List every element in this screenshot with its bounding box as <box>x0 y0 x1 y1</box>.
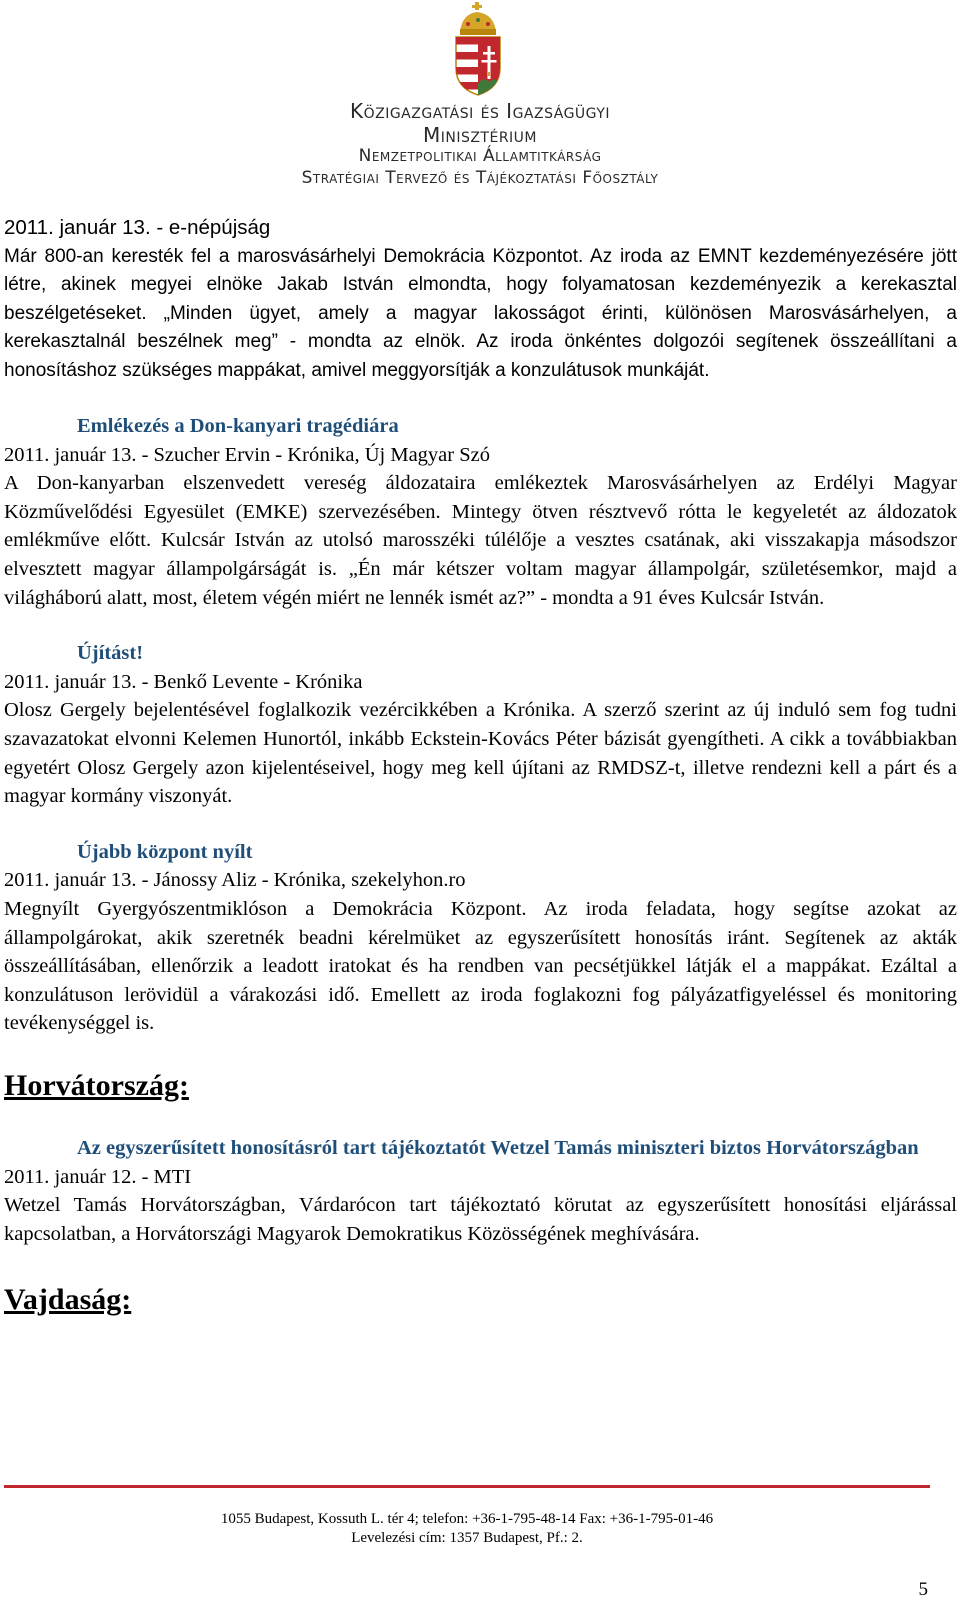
footer-divider <box>4 1485 930 1488</box>
article-meta: 2011. január 12. - MTI <box>4 1165 192 1188</box>
article-meta: 2011. január 13. - Jánossy Aliz - Krónika, szekelyhon.ro <box>4 869 466 892</box>
article-meta: 2011. január 13. - e-népújság <box>4 216 271 239</box>
article-body: Wetzel Tamás Horvátországban, Várdarócon tart tájékoztató körutat az egyszerűsített honosítási eljárással kapcsolatban, a Horvátországi Magyarok Demokratikus Közösségének meghívására. <box>4 1194 957 1245</box>
letterhead <box>0 0 960 200</box>
section-heading-horvatorszag: Horvátország: <box>4 1068 189 1102</box>
article-meta: 2011. január 13. - Benkő Levente - Krónika <box>4 670 363 693</box>
page-number: 5 <box>918 1579 928 1600</box>
article-body: Megnyílt Gyergyószentmiklóson a Demokrácia Központ. Az iroda feladata, hogy segítse azokat az állampolgárokat, akik szeretnék beadni kérelmüket az egyszerűsített honosítás iránt. Segítenek az akták összeállításában, ellenőrzik a leadott iratokat és ha rendben van pecsétjükkel látják el a mappákat. Ezáltal a konzulátuson lerövidül a várakozási idő. Emellett az iroda foglakozni fog pályázatfigyeléssel és monitoring tevékenységgel is. <box>4 898 957 1035</box>
article-body: A Don-kanyarban elszenvedett vereség áldozataira emlékeztek Marosvásárhelyen az Erdélyi Magyar Közművelődési Egyesület (EMKE) szervezésében. Mintegy ötven résztvevő rótta le kegyeletét az áldozatok emlékműve előtt. Kulcsár István az utolsó marosszéki túlélője a vesztes csatának, aki visszakapja másodszor elvesztett magyar állampolgárságát is. „Én már kétszer voltam magyar állampolgár, születésemkor, majd a világháború alatt, most, életem végén miért ne lennék ismét az?” - mondta a 91 éves Kulcsár István. <box>4 472 957 609</box>
article-body: Már 800-an keresték fel a marosvásárhelyi Demokrácia Központot. Az iroda az EMNT kezdeményezésére jött létre, akinek megyei elnöke Jakab István elmondta, hogy folyamatosan kezdeményezik a kerekasztal beszélgetéseket. „Minden ügyet, amely a magyar lakosságot érinti, különösen Marosvásárhelyen, a kerekasztalnál beszélnek meg” - mondta az elnök. Az iroda önkéntes dolgozói segítenek összeállítani a honosításhoz szükséges mappákat, amivel meggyorsítják a konzulátusok munkáját. <box>4 245 957 381</box>
ministry-department-line1: Nemzetpolitikai Államtitkárság <box>358 146 602 166</box>
article-title: Újítást! <box>77 642 144 665</box>
article-title: Emlékezés a Don-kanyari tragédiára <box>77 415 399 438</box>
ministry-name-line2: Minisztérium <box>422 123 538 147</box>
footer-mailing-address: Levelezési cím: 1357 Budapest, Pf.: 2. <box>351 1530 583 1546</box>
ministry-department-line2: Stratégiai Tervező és Tájékoztatási Főosztály <box>301 168 659 188</box>
article-meta: 2011. január 13. - Szucher Ervin - Krónika, Új Magyar Szó <box>4 443 490 466</box>
document-body <box>4 214 957 1318</box>
article-title: Újabb központ nyílt <box>77 840 253 863</box>
section-heading-vajdasag: Vajdaság: <box>4 1283 132 1317</box>
article-body: Olosz Gergely bejelentésével foglalkozik vezércikkében a Krónika. A szerző szerint az új induló sem fog tudni szavazatokat elvonni Kelemen Hunortól, inkább Eckstein-Kovács Péter bázisát gyengítheti. A cikk a továbbiakban egyetért Olosz Gergely azon kijelentéseivel, hogy meg kell újítani az RMDSZ-t, illetve rendezni kell a párt és a magyar kormány viszonyát. <box>4 699 957 808</box>
footer-address: 1055 Budapest, Kossuth L. tér 4; telefon: +36-1-795-48-14 Fax: +36-1-795-01-46 <box>220 1511 714 1527</box>
ministry-name-line1: Közigazgatási és Igazságügyi <box>349 99 611 123</box>
hungarian-coat-of-arms-icon <box>452 2 504 96</box>
article-title: Az egyszerűsített honosításról tart tájékoztatót Wetzel Tamás miniszteri biztos Horvátországban <box>77 1136 919 1159</box>
